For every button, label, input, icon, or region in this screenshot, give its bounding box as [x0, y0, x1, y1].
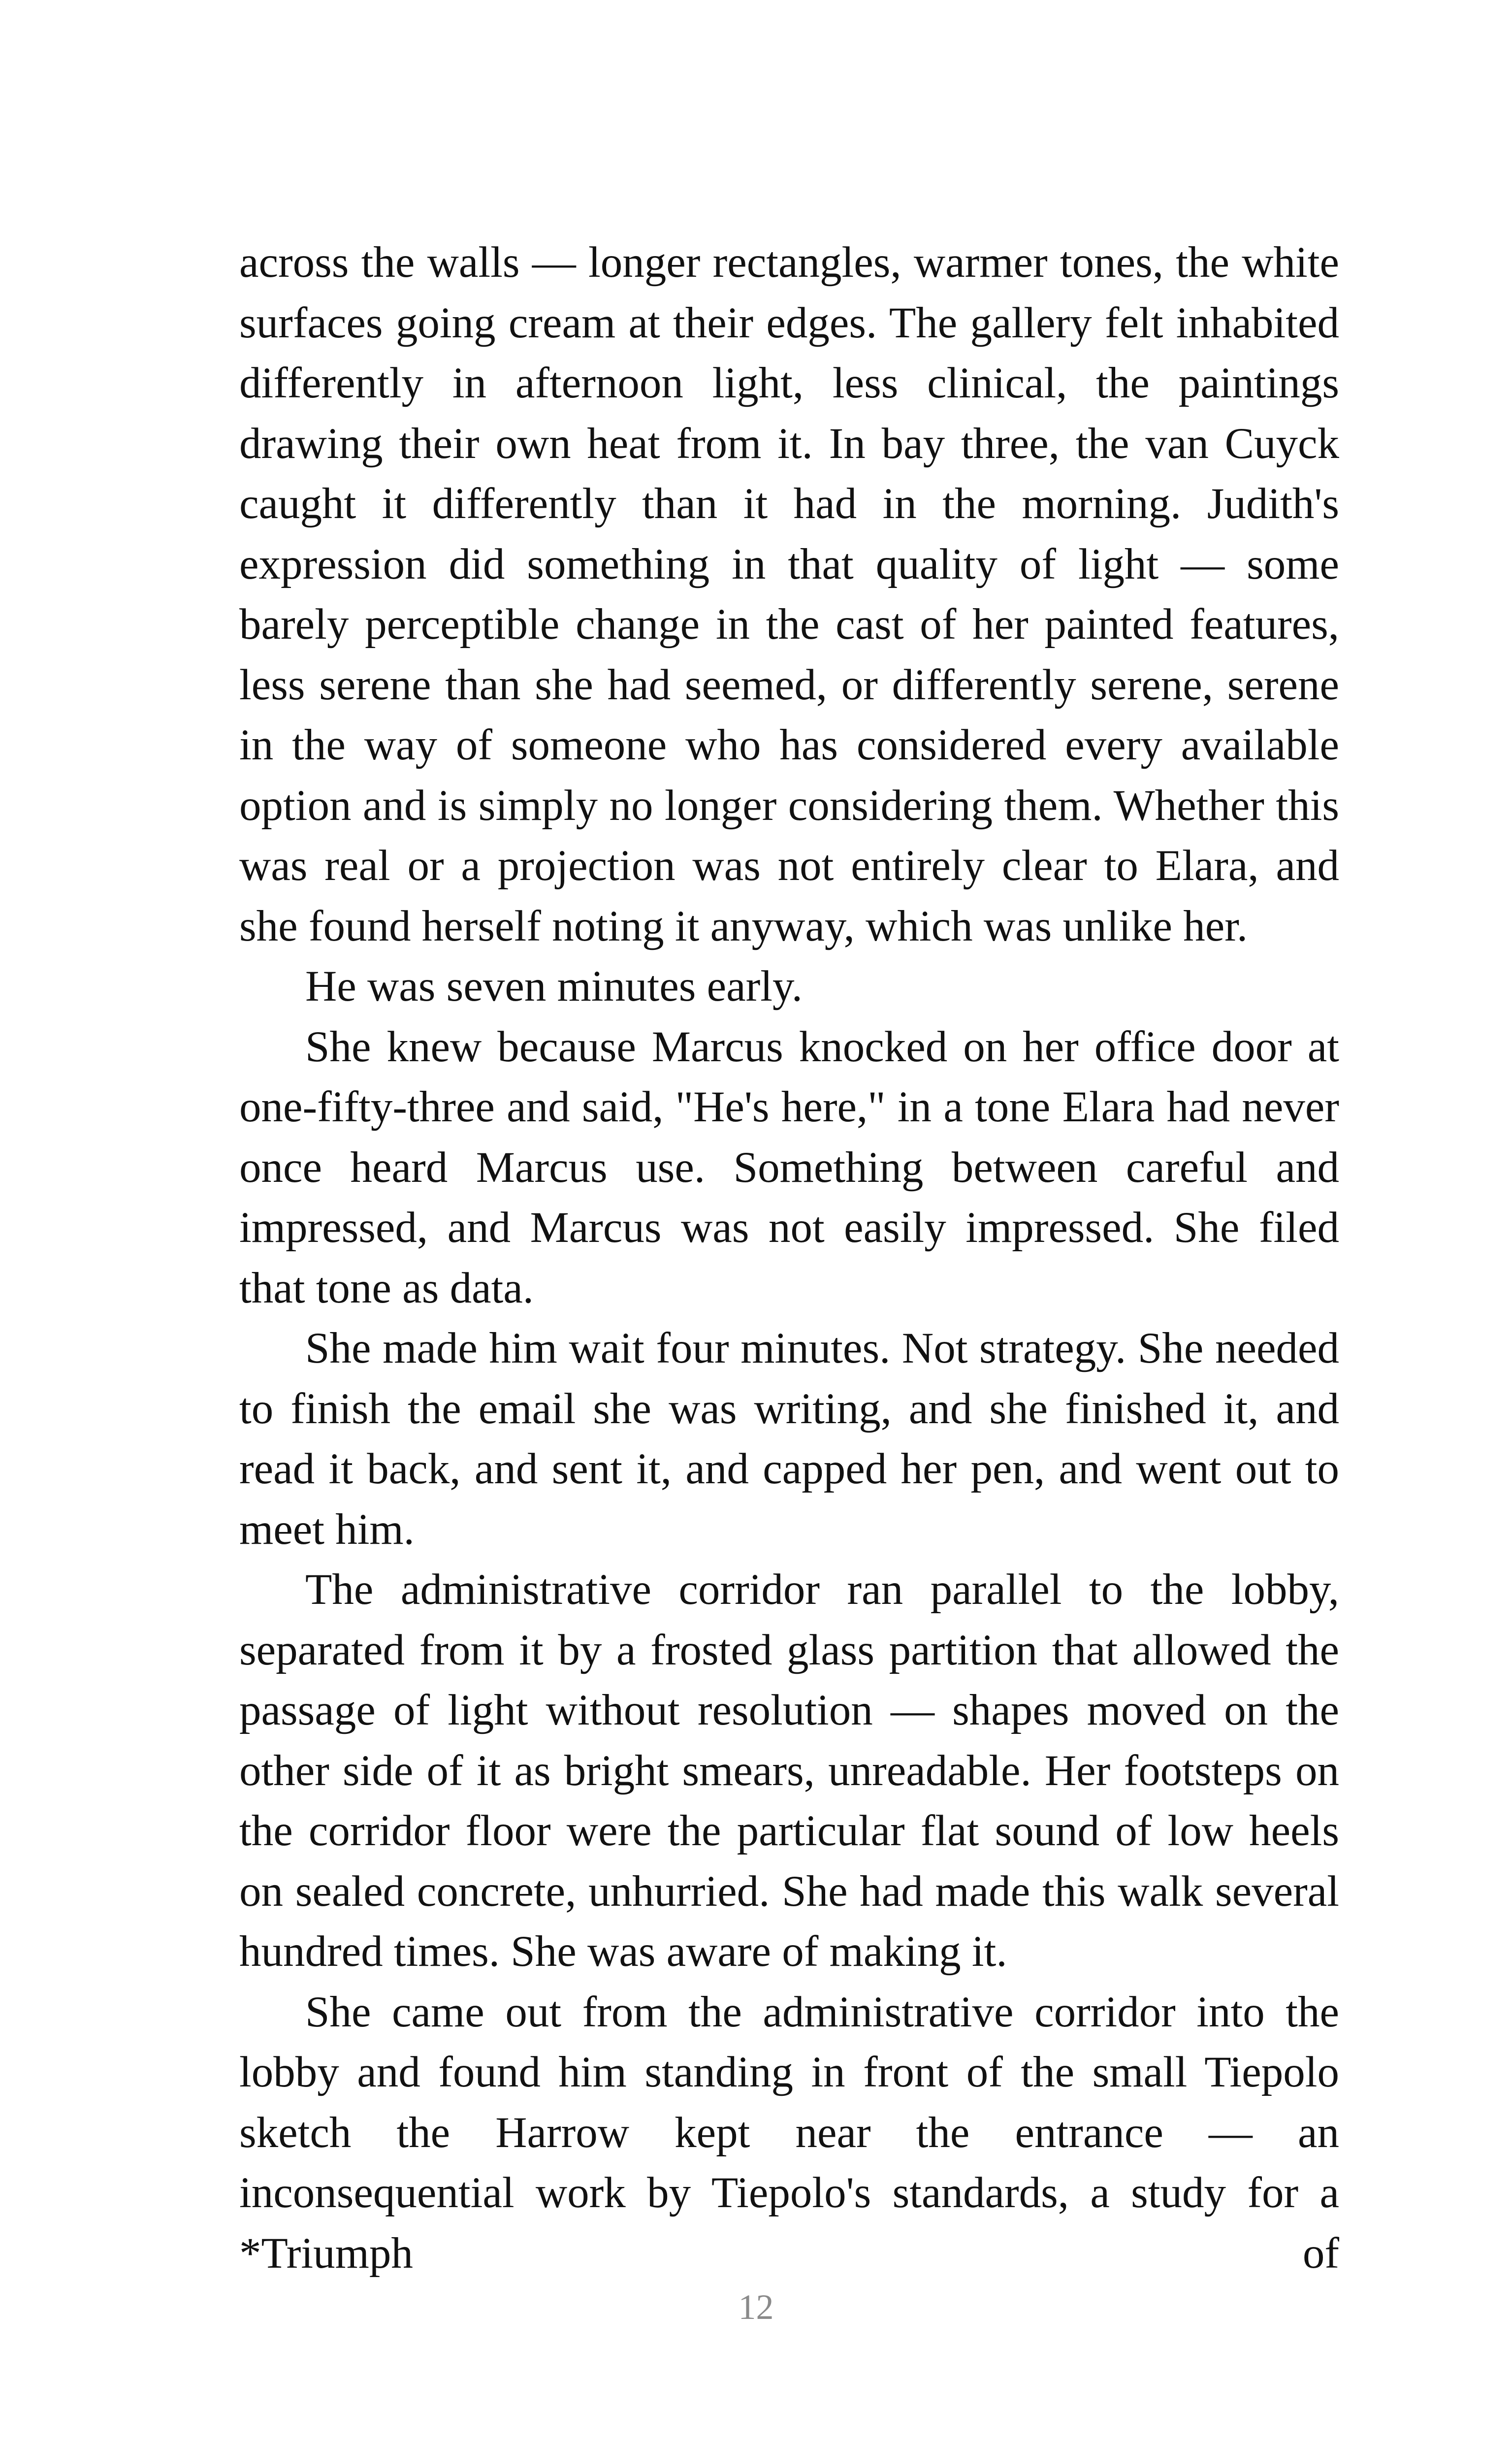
page-number: 12 — [738, 2287, 774, 2327]
paragraph-5: The administrative corridor ran parallel to the lobby, separated from it by a frosted glass partition that allowed the passage of light without resolution — shapes moved on the other side of it as bright smears, unreadable. Her footsteps on the corridor floor were the particular flat sound of low heels on sealed concrete, unhurried. She had made this walk several hundred times. She was aware of making it. — [239, 1565, 1339, 1976]
paragraph-4: She made him wait four minutes. Not strategy. She needed to finish the email she was writing, and she finished it, and read it back, and sent it, and capped her pen, and went out to meet him. — [239, 1324, 1339, 1554]
paragraph-3: She knew because Marcus knocked on her office door at one-fifty-three and said, "He's here," in a tone Elara had never once heard Marcus use. Something between careful and impressed, and Marcus was not easily impressed. She filed that tone as data. — [239, 1022, 1339, 1312]
body-text — [239, 232, 1339, 2283]
paragraph-1: across the walls — longer rectangles, warmer tones, the white surfaces going cream at their edges. The gallery felt inhabited differently in afternoon light, less clinical, the paintings drawing their own heat from it. In bay three, the van Cuyck caught it differently than it had in the morning. Judith's expression did something in that quality of light — some barely perceptible change in the cast of her painted features, less serene than she had seemed, or differently serene, serene in the way of someone who has considered every available option and is simply no longer considering them. Whether this was real or a projection was not entirely clear to Elara, and she found herself noting it anyway, which was unlike her. — [239, 238, 1339, 950]
paragraph-2: He was seven minutes early. — [305, 962, 803, 1010]
paragraph-6: She came out from the administrative corridor into the lobby and found him standing in front of the small Tiepolo sketch the Harrow kept near the entrance — an inconsequential work by Tiepolo's standards, a study for a *Triumph of — [239, 1987, 1339, 2278]
